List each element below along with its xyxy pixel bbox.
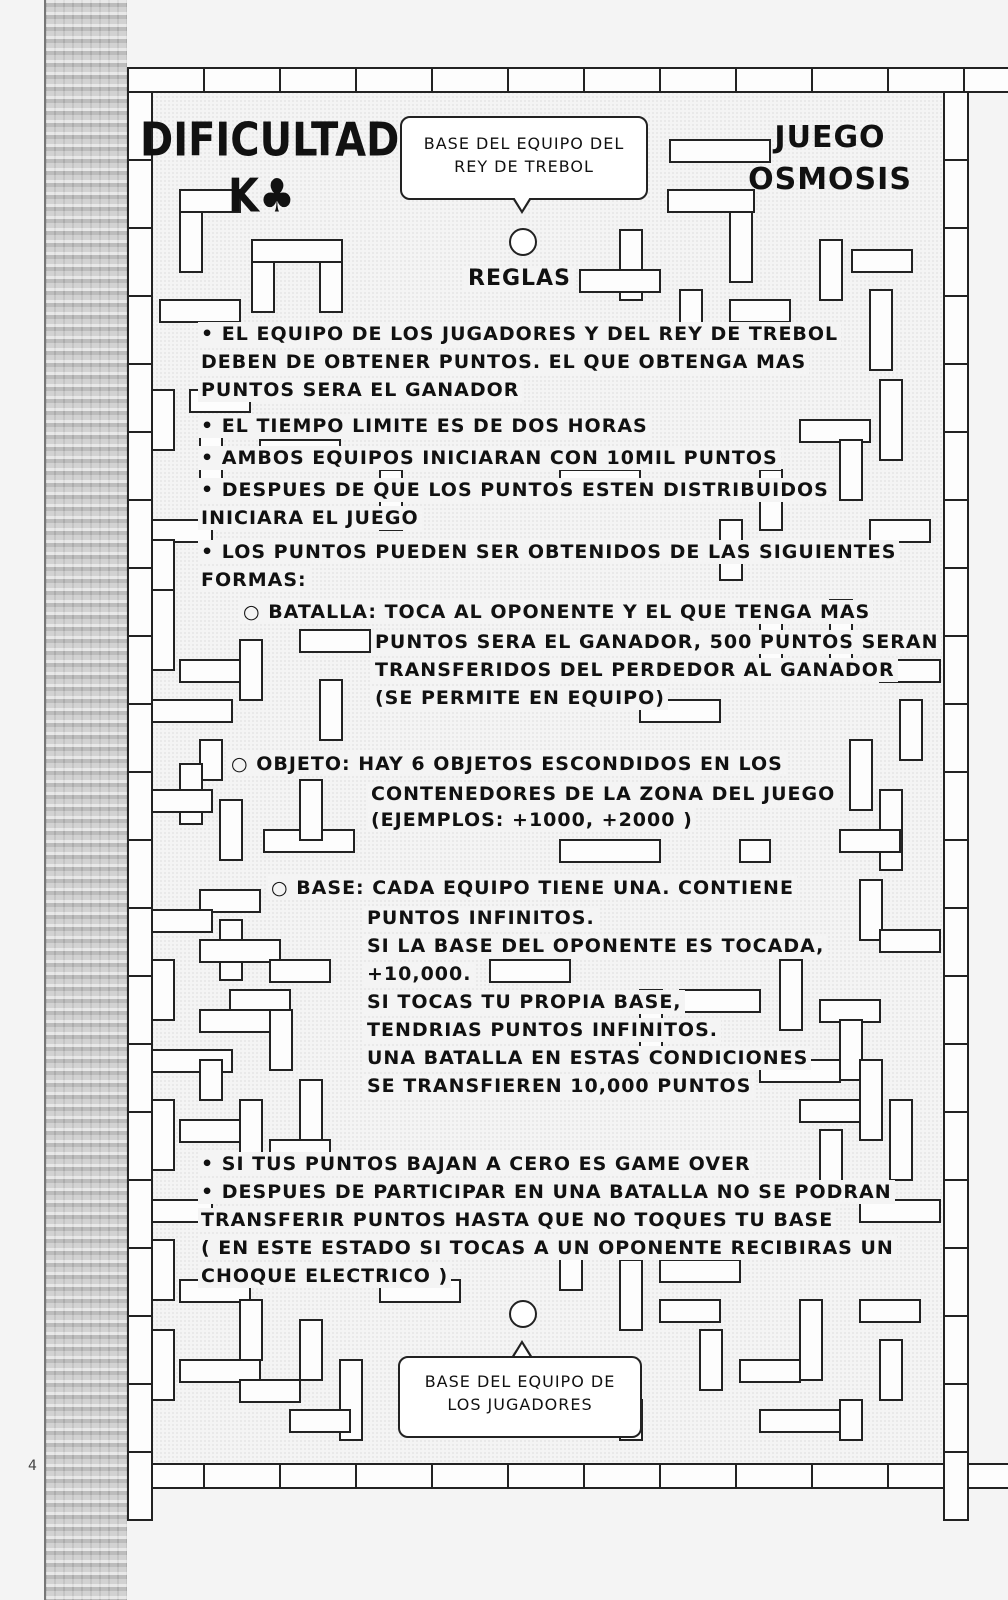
maze-wall — [128, 160, 152, 228]
maze-wall — [508, 1464, 584, 1488]
maze-wall — [180, 660, 240, 682]
maze-wall — [680, 990, 760, 1012]
maze-wall — [152, 1240, 174, 1300]
rule-line: ○ OBJETO: HAY 6 OBJETOS ESCONDIDOS EN LOS — [228, 752, 786, 776]
maze-wall — [300, 630, 370, 652]
maze-wall — [290, 1410, 350, 1432]
maze-wall — [240, 1380, 300, 1402]
maze-wall — [670, 140, 770, 162]
maze-wall — [944, 296, 968, 364]
top-base-bubble — [400, 116, 648, 200]
maze-wall — [128, 772, 152, 840]
maze-wall — [880, 930, 940, 952]
rule-line: PUNTOS SERA EL GANADOR — [198, 378, 522, 402]
rule-line: DEBEN DE OBTENER PUNTOS. EL QUE OBTENGA MAS — [198, 350, 809, 374]
rule-line: TRANSFERIDOS DEL PERDEDOR AL GANADOR — [372, 658, 898, 682]
game-title-line1: JUEGO — [774, 120, 886, 155]
maze-wall — [152, 590, 174, 670]
maze-wall — [270, 1010, 292, 1070]
maze-wall — [580, 270, 660, 292]
maze-wall — [128, 500, 152, 568]
maze-wall — [850, 740, 872, 810]
maze-wall — [740, 840, 770, 862]
maze-wall — [740, 1360, 800, 1382]
maze-wall — [944, 908, 968, 976]
maze-wall — [432, 1464, 508, 1488]
rule-line: • DESPUES DE PARTICIPAR EN UNA BATALLA NO SE PODRAN — [198, 1180, 895, 1204]
bottom-base-marker — [509, 1300, 537, 1328]
maze-wall — [840, 1020, 862, 1080]
maze-wall — [944, 1384, 968, 1452]
maze-wall — [944, 160, 968, 228]
rule-line: • SI TUS PUNTOS BAJAN A CERO ES GAME OVER — [198, 1152, 754, 1176]
bottom-base-label: BASE DEL EQUIPO DE LOS JUGADORES — [424, 1372, 616, 1414]
bottom-base-bubble — [398, 1356, 642, 1438]
maze-wall — [700, 1330, 722, 1390]
rule-line: ○ BASE: CADA EQUIPO TIENE UNA. CONTIENE — [268, 876, 797, 900]
maze-wall — [128, 364, 152, 432]
maze-wall — [240, 1300, 262, 1360]
maze-wall — [820, 1000, 880, 1022]
maze-wall — [128, 908, 152, 976]
maze-wall — [204, 1464, 280, 1488]
maze-wall — [620, 1260, 642, 1330]
maze-wall — [888, 68, 964, 92]
maze-wall — [200, 1010, 270, 1032]
maze-wall — [584, 1464, 660, 1488]
maze-wall — [152, 960, 174, 1020]
maze-wall — [660, 1464, 736, 1488]
maze-wall — [944, 704, 968, 772]
maze-wall — [508, 68, 584, 92]
rule-line: • LOS PUNTOS PUEDEN SER OBTENIDOS DE LAS SIGUIENTES — [198, 540, 899, 564]
maze-wall — [660, 68, 736, 92]
maze-wall — [240, 640, 262, 700]
difficulty-label: DIFICULTAD — [140, 114, 400, 167]
maze-wall — [944, 1112, 968, 1180]
rule-line: • DESPUES DE QUE LOS PUNTOS ESTEN DISTRIBUIDOS — [198, 478, 832, 502]
maze-wall — [890, 1100, 912, 1180]
rule-line: INICIARA EL JUEGO — [198, 506, 422, 530]
maze-wall — [780, 960, 802, 1030]
maze-wall — [280, 68, 356, 92]
maze-wall — [812, 68, 888, 92]
maze-wall — [730, 212, 752, 282]
maze-wall — [356, 68, 432, 92]
rule-line: ( EN ESTE ESTADO SI TOCAS A UN OPONENTE RECIBIRAS UN — [198, 1236, 897, 1260]
rule-line: SI TOCAS TU PROPIA BASE, — [364, 990, 685, 1014]
rule-line: • EL TIEMPO LIMITE ES DE DOS HORAS — [198, 414, 651, 438]
maze-wall — [812, 1464, 888, 1488]
rule-line: PUNTOS INFINITOS. — [364, 906, 598, 930]
maze-wall — [152, 790, 212, 812]
maze-wall — [152, 700, 232, 722]
maze-wall — [432, 68, 508, 92]
game-title-line2: OSMOSIS — [748, 162, 912, 197]
rule-line: • EL EQUIPO DE LOS JUGADORES Y DEL REY DE TREBOL — [198, 322, 841, 346]
maze-wall — [860, 1300, 920, 1322]
maze-wall — [152, 1330, 174, 1400]
maze-wall — [128, 68, 204, 92]
maze-wall — [320, 262, 342, 312]
maze-wall — [860, 1060, 882, 1140]
maze-wall — [128, 704, 152, 772]
maze-wall — [180, 1360, 260, 1382]
maze-wall — [820, 240, 842, 300]
maze-wall — [944, 92, 968, 160]
bubble-tail-fill — [514, 197, 530, 210]
rule-line: PUNTOS SERA EL GANADOR, 500 PUNTOS SERAN — [372, 630, 941, 654]
maze-wall — [944, 228, 968, 296]
maze-wall — [152, 1100, 174, 1170]
rule-line: SE TRANSFIEREN 10,000 PUNTOS — [364, 1074, 754, 1098]
maze-wall — [204, 68, 280, 92]
maze-wall — [200, 890, 260, 912]
maze-wall — [800, 420, 870, 442]
rule-line: CHOQUE ELECTRICO ) — [198, 1264, 451, 1288]
maze-wall — [840, 1400, 862, 1440]
maze-wall — [128, 840, 152, 908]
top-base-label: BASE DEL EQUIPO DEL REY DE TREBOL — [423, 134, 625, 176]
maze-wall — [900, 700, 922, 760]
maze-wall — [944, 432, 968, 500]
maze-wall — [180, 212, 202, 272]
maze-wall — [944, 1044, 968, 1112]
maze-wall — [840, 830, 900, 852]
maze-wall — [560, 840, 660, 862]
top-base-marker — [509, 228, 537, 256]
maze-wall — [300, 1080, 322, 1140]
maze-wall — [760, 1410, 840, 1432]
maze-wall — [300, 1320, 322, 1380]
maze-wall — [870, 290, 892, 370]
maze-wall — [240, 1100, 262, 1160]
maze-wall — [200, 740, 222, 780]
difficulty-card: K♣ — [228, 170, 295, 223]
maze-wall — [736, 1464, 812, 1488]
maze-wall — [356, 1464, 432, 1488]
maze-wall — [584, 68, 660, 92]
rule-line: • AMBOS EQUIPOS INICIARAN CON 10MIL PUNTOS — [198, 446, 781, 470]
maze-wall — [200, 1060, 222, 1100]
maze-wall — [128, 1384, 152, 1452]
rule-line: ○ BATALLA: TOCA AL OPONENTE Y EL QUE TENGA MAS — [240, 600, 873, 624]
rule-line: UNA BATALLA EN ESTAS CONDICIONES — [364, 1046, 811, 1070]
maze-wall — [128, 976, 152, 1044]
maze-wall — [152, 910, 212, 932]
maze-wall — [300, 780, 322, 840]
maze-wall — [944, 500, 968, 568]
maze-wall — [944, 1452, 968, 1520]
maze-wall — [128, 432, 152, 500]
maze-wall — [880, 380, 902, 460]
rule-line: SI LA BASE DEL OPONENTE ES TOCADA, — [364, 934, 827, 958]
maze-wall — [280, 1464, 356, 1488]
maze-wall — [800, 1300, 822, 1380]
maze-wall — [944, 364, 968, 432]
maze-wall — [200, 940, 280, 962]
maze-wall — [128, 636, 152, 704]
maze-wall — [128, 228, 152, 296]
rule-line: CONTENEDORES DE LA ZONA DEL JUEGO — [368, 782, 838, 806]
maze-wall — [736, 68, 812, 92]
maze-wall — [944, 636, 968, 704]
maze-wall — [730, 300, 790, 322]
maze-wall — [870, 520, 930, 542]
rule-line: (SE PERMITE EN EQUIPO) — [372, 686, 668, 710]
maze-wall — [944, 1316, 968, 1384]
page-number: 4 — [28, 1458, 37, 1474]
maze-wall — [944, 840, 968, 908]
rule-line: TENDRIAS PUNTOS INFINITOS. — [364, 1018, 721, 1042]
maze-wall — [128, 568, 152, 636]
rule-line: FORMAS: — [198, 568, 310, 592]
maze-wall — [270, 960, 330, 982]
rule-line: TRANSFERIR PUNTOS HASTA QUE NO TOQUES TU BASE — [198, 1208, 836, 1232]
maze-wall — [252, 240, 342, 262]
maze-wall — [800, 1100, 860, 1122]
maze-wall — [252, 262, 274, 312]
maze-wall — [660, 1300, 720, 1322]
maze-wall — [964, 68, 1008, 92]
maze-wall — [128, 1180, 152, 1248]
maze-wall — [944, 1180, 968, 1248]
rules-heading: REGLAS — [464, 266, 575, 291]
maze-wall — [490, 960, 570, 982]
maze-wall — [230, 990, 290, 1012]
maze-wall — [944, 1248, 968, 1316]
maze-wall — [944, 772, 968, 840]
maze-wall — [160, 300, 240, 322]
maze-wall — [944, 568, 968, 636]
maze-wall — [128, 1316, 152, 1384]
rule-line: (EJEMPLOS: +1000, +2000 ) — [368, 808, 696, 832]
maze-wall — [860, 880, 882, 940]
rule-line: +10,000. — [364, 962, 474, 986]
maze-wall — [152, 390, 174, 450]
maze-wall — [660, 1260, 740, 1282]
maze-wall — [880, 1340, 902, 1400]
maze-wall — [220, 800, 242, 860]
maze-wall — [944, 976, 968, 1044]
maze-wall — [320, 680, 342, 740]
maze-wall — [128, 1112, 152, 1180]
maze-wall — [852, 250, 912, 272]
maze-wall — [128, 1452, 152, 1520]
maze-wall — [128, 1044, 152, 1112]
maze-wall — [128, 296, 152, 364]
maze-wall — [128, 1248, 152, 1316]
maze-wall — [964, 1464, 1008, 1488]
maze-wall — [840, 440, 862, 500]
